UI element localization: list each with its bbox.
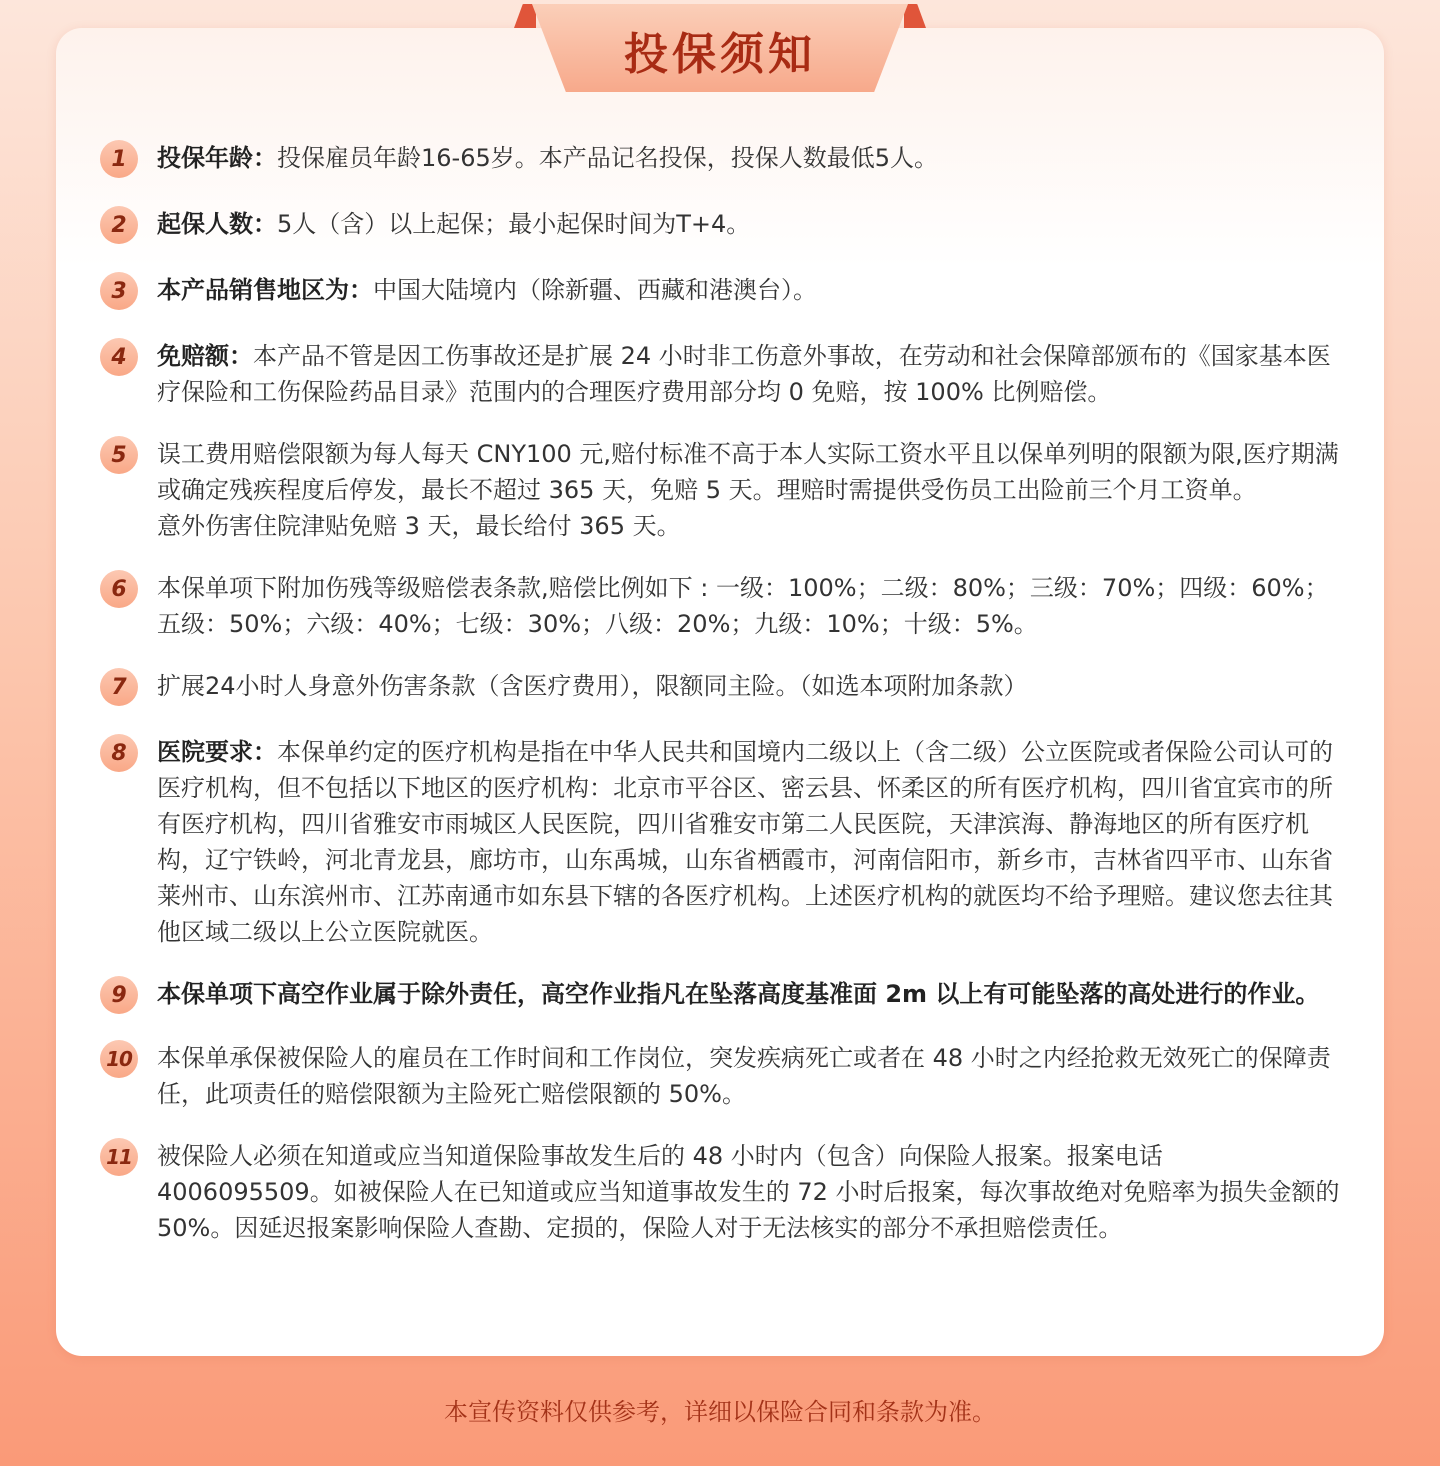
item-label: 投保年龄： <box>157 144 277 172</box>
list-item <box>100 1138 1340 1246</box>
item-label: 起保人数： <box>157 210 277 238</box>
item-body-extra: 意外伤害住院津贴免赔 3 天，最长给付 365 天。 <box>157 512 681 540</box>
item-text <box>157 734 1340 950</box>
item-text <box>157 206 1340 242</box>
list-item <box>100 1040 1340 1112</box>
item-label: 本产品销售地区为： <box>157 276 373 304</box>
list-item <box>100 338 1340 410</box>
item-text <box>157 1040 1340 1112</box>
list-item <box>100 976 1340 1014</box>
item-label: 免赔额： <box>157 342 253 370</box>
item-number-badge: 8 <box>100 734 138 772</box>
list-item <box>100 206 1340 244</box>
item-number-badge: 2 <box>100 206 138 244</box>
item-text <box>157 272 1340 308</box>
item-body: 本保单承保被保险人的雇员在工作时间和工作岗位，突发疾病死亡或者在 48 小时之内经抢救无效死亡的保障责任，此项责任的赔偿限额为主险死亡赔偿限额的 50%。 <box>157 1044 1331 1108</box>
item-number-badge: 4 <box>100 338 138 376</box>
list-item <box>100 140 1340 178</box>
item-body: 本保单项下高空作业属于除外责任，高空作业指凡在坠落高度基准面 2m 以上有可能坠落的高处进行的作业。 <box>157 980 1320 1008</box>
item-text <box>157 1138 1340 1246</box>
item-body: 扩展24小时人身意外伤害条款（含医疗费用），限额同主险。（如选本项附加条款） <box>157 672 1028 700</box>
item-text <box>157 436 1340 544</box>
list-item <box>100 570 1340 642</box>
item-number-badge: 6 <box>100 570 138 608</box>
item-text <box>157 976 1340 1012</box>
item-body: 本产品不管是因工伤事故还是扩展 24 小时非工伤意外事故，在劳动和社会保障部颁布的《国家基本医疗保险和工伤保险药品目录》范围内的合理医疗费用部分均 0 免赔，按 100% 比例赔偿。 <box>157 342 1331 406</box>
item-number-badge: 9 <box>100 976 138 1014</box>
item-body: 误工费用赔偿限额为每人每天 CNY100 元,赔付标准不高于本人实际工资水平且以保单列明的限额为限,医疗期满或确定残疾程度后停发，最长不超过 365 天，免赔 5 天。理赔时需提供受伤员工出险前三个月工资单。 <box>157 440 1339 504</box>
item-text <box>157 338 1340 410</box>
item-body: 中国大陆境内（除新疆、西藏和港澳台）。 <box>373 276 817 304</box>
item-text <box>157 570 1340 642</box>
list-item <box>100 272 1340 310</box>
item-body: 本保单约定的医疗机构是指在中华人民共和国境内二级以上（含二级）公立医院或者保险公司认可的医疗机构，但不包括以下地区的医疗机构：北京市平谷区、密云县、怀柔区的所有医疗机构，四川省宜宾市的所有医疗机构，四川省雅安市雨城区人民医院，四川省雅安市第二人民医院，天津滨海、静海地区的所有医疗机构，辽宁铁岭，河北青龙县，廊坊市，山东禹城，山东省栖霞市，河南信阳市，新乡市，吉林省四平市、山东省莱州市、山东滨州市、江苏南通市如东县下辖的各医疗机构。上述医疗机构的就医均不给予理赔。建议您去往其他区域二级以上公立医院就医。 <box>157 738 1333 946</box>
item-number-badge: 1 <box>100 140 138 178</box>
page-title: 投保须知 <box>624 29 816 80</box>
item-text <box>157 668 1340 704</box>
disclaimer-footer: 本宣传资料仅供参考，详细以保险合同和条款为准。 <box>444 1398 996 1426</box>
list-item <box>100 734 1340 950</box>
item-number-badge: 7 <box>100 668 138 706</box>
item-body: 投保雇员年龄16-65岁。本产品记名投保，投保人数最低5人。 <box>277 144 939 172</box>
item-label: 医院要求： <box>157 738 277 766</box>
item-body: 5人（含）以上起保；最小起保时间为T+4。 <box>277 210 751 238</box>
notice-list <box>100 140 1340 1246</box>
item-text <box>157 140 1340 176</box>
item-number-badge: 3 <box>100 272 138 310</box>
list-item <box>100 436 1340 544</box>
item-body: 被保险人必须在知道或应当知道保险事故发生后的 48 小时内（包含）向保险人报案。报案电话 4006095509。如被保险人在已知道或应当知道事故发生的 72 小时后报案，每次事故绝对免赔率为损失金额的 50%。因延迟报案影响保险人查勘、定损的，保险人对于无法核实的部分不承担赔偿责任。 <box>157 1142 1340 1242</box>
title-tab <box>514 4 926 96</box>
item-body: 本保单项下附加伤残等级赔偿表条款,赔偿比例如下 : 一级：100%；二级：80%；三级：70%；四级：60%；五级：50%；六级：40%；七级：30%；八级：20%；九级：10%；十级：5%。 <box>157 574 1329 638</box>
list-item <box>100 668 1340 706</box>
item-number-badge: 5 <box>100 436 138 474</box>
item-number-badge: 10 <box>100 1040 138 1078</box>
item-number-badge: 11 <box>100 1138 138 1176</box>
